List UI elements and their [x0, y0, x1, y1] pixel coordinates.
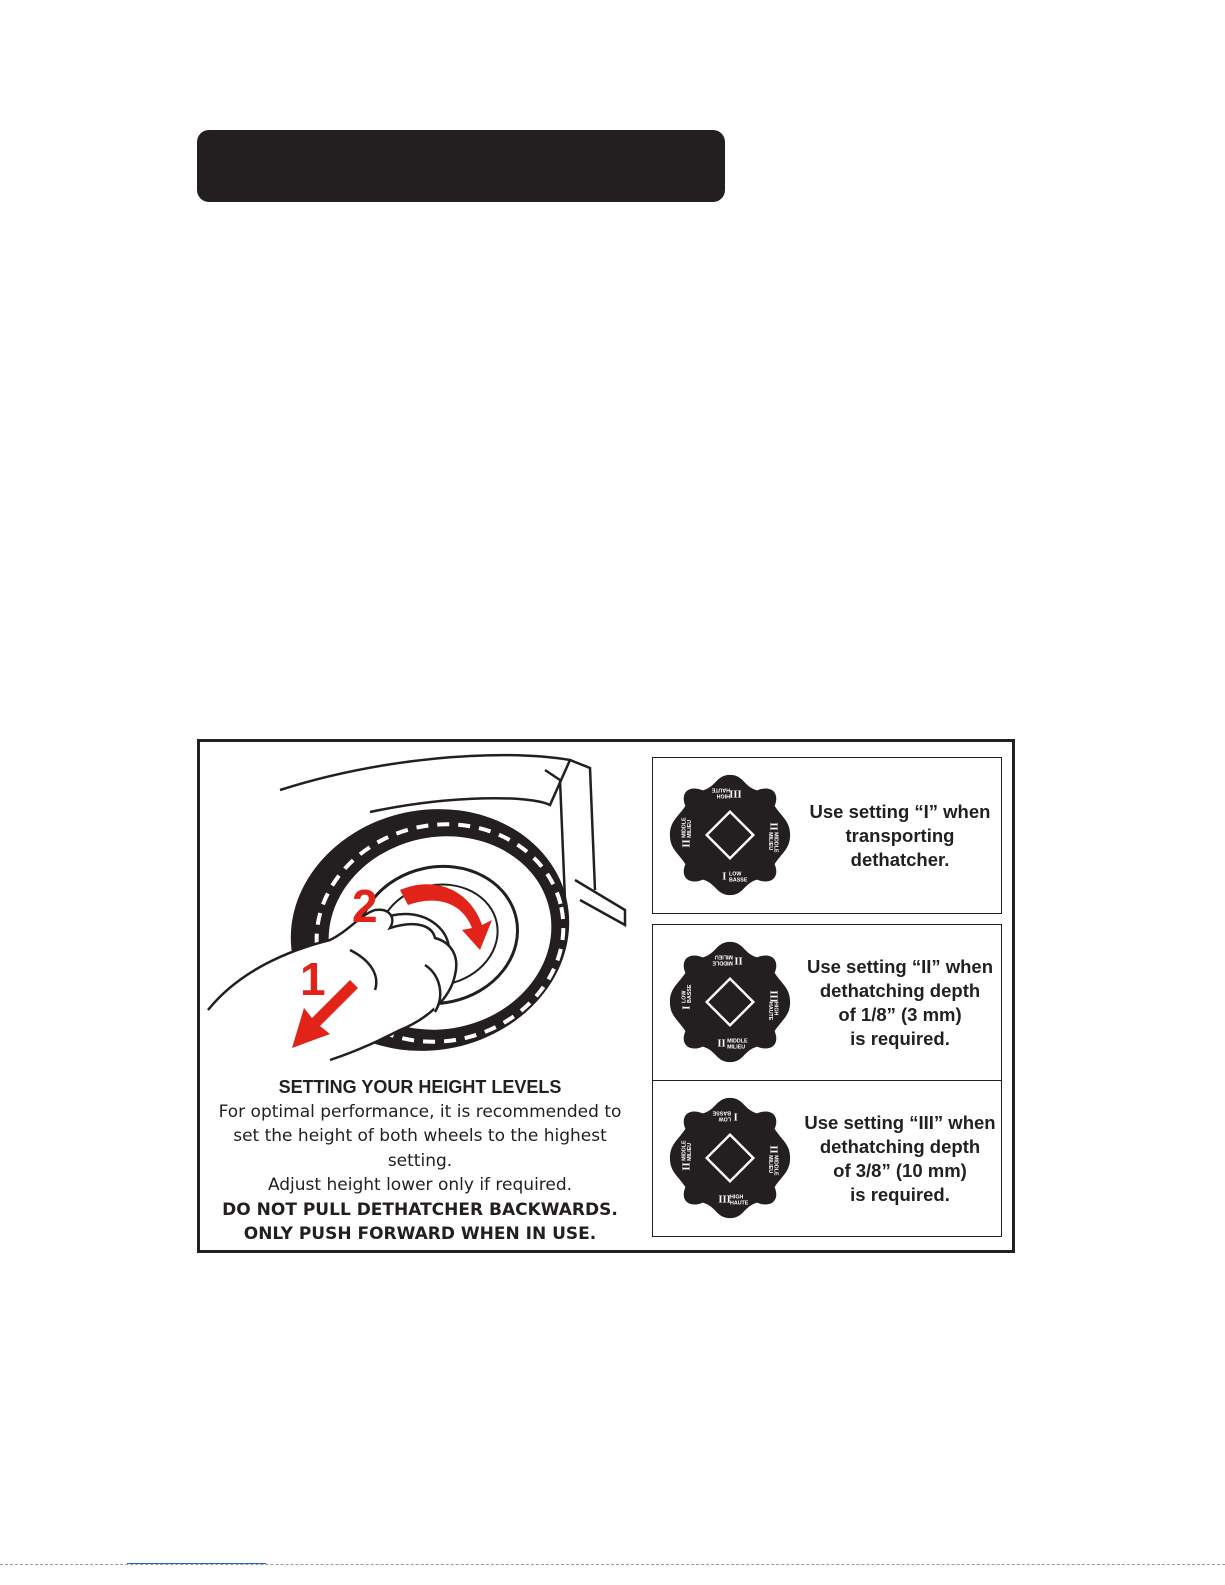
setting-panel-I — [652, 757, 1002, 914]
knob-label-text: III — [718, 1194, 731, 1206]
knob-label-text: HAUTE — [766, 1002, 773, 1021]
knob-label-text: MIDDLE — [772, 832, 779, 853]
knob-setting-III-icon — [667, 1095, 793, 1221]
caption-warning: DO NOT PULL DETHATCHER BACKWARDS. — [222, 1199, 618, 1220]
knob-label-text: MIDDLE — [727, 1038, 748, 1045]
height-levels-caption — [200, 1075, 640, 1247]
knob-label-text: III — [729, 787, 742, 799]
knob-setting-I-icon — [667, 772, 793, 898]
section-header-bar — [197, 130, 725, 202]
knob-label-text: I — [733, 1110, 738, 1122]
knob-label-text: LOW — [681, 990, 688, 1003]
wheel-knob-illustration — [200, 750, 640, 1075]
knob-label-text: MILIEU — [727, 1044, 746, 1051]
knob-label-text: LOW — [729, 871, 742, 878]
step-2-label: 2 — [352, 880, 378, 932]
setting-II-instruction: Use setting “II” when dethatching depth of 1/8” (3 mm) is required. — [806, 955, 994, 1049]
knob-label-text: II — [681, 839, 693, 848]
knob-label-text: MIDDLE — [772, 1155, 779, 1176]
setting-panel-III — [652, 1080, 1002, 1237]
knob-label-text: MILIEU — [687, 819, 694, 838]
knob-label-text: MILIEU — [766, 832, 773, 851]
caption-line: For optimal performance, it is recommended to — [218, 1101, 622, 1122]
knob-label-text: LOW — [718, 1115, 731, 1122]
knob-label-text: II — [767, 822, 779, 831]
caption-line: set the height of both wheels to the highest setting. — [233, 1126, 607, 1171]
page-cut-line — [0, 1564, 1225, 1565]
caption-line: Adjust height lower only if required. — [267, 1175, 573, 1195]
knob-label-text: BASSE — [729, 877, 748, 884]
setting-I-instruction: Use setting “I” when transporting dethatcher. — [809, 800, 991, 870]
knob-label-text: HIGH — [716, 792, 730, 799]
knob-label-text: BASSE — [687, 984, 694, 1003]
footer-underline — [127, 1563, 266, 1564]
knob-setting-II-icon — [667, 939, 793, 1065]
knob-label-text: I — [722, 871, 727, 883]
knob-label-text: HIGH — [772, 1002, 779, 1016]
knob-label-text: MIDDLE — [712, 959, 733, 966]
knob-label-text: II — [681, 1162, 693, 1171]
knob-label-text: II — [734, 954, 743, 966]
knob-label-text: MILIEU — [766, 1155, 773, 1174]
caption-title: SETTING YOUR HEIGHT LEVELS — [278, 1077, 562, 1097]
knob-label-text: II — [717, 1038, 726, 1050]
knob-label-text: MILIEU — [714, 953, 733, 960]
setting-panel-II — [652, 924, 1002, 1081]
knob-label-text: MILIEU — [687, 1142, 694, 1161]
step-1-label: 1 — [300, 953, 326, 1005]
knob-label-text: MIDDLE — [681, 817, 688, 838]
knob-label-text: HAUTE — [711, 786, 730, 793]
knob-label-text: BASSE — [712, 1109, 731, 1116]
caption-warning: ONLY PUSH FORWARD WHEN IN USE. — [243, 1224, 597, 1244]
knob-label-text: MIDDLE — [681, 1140, 688, 1161]
knob-label-text: HIGH — [730, 1194, 744, 1201]
knob-label-text: HAUTE — [730, 1200, 749, 1207]
setting-III-instruction: Use setting “III” when dethatching depth of 3/8” (10 mm) is required. — [804, 1111, 996, 1205]
knob-label-text: I — [681, 1005, 693, 1010]
knob-label-text: II — [767, 1145, 779, 1154]
knob-label-text: III — [767, 990, 779, 1003]
